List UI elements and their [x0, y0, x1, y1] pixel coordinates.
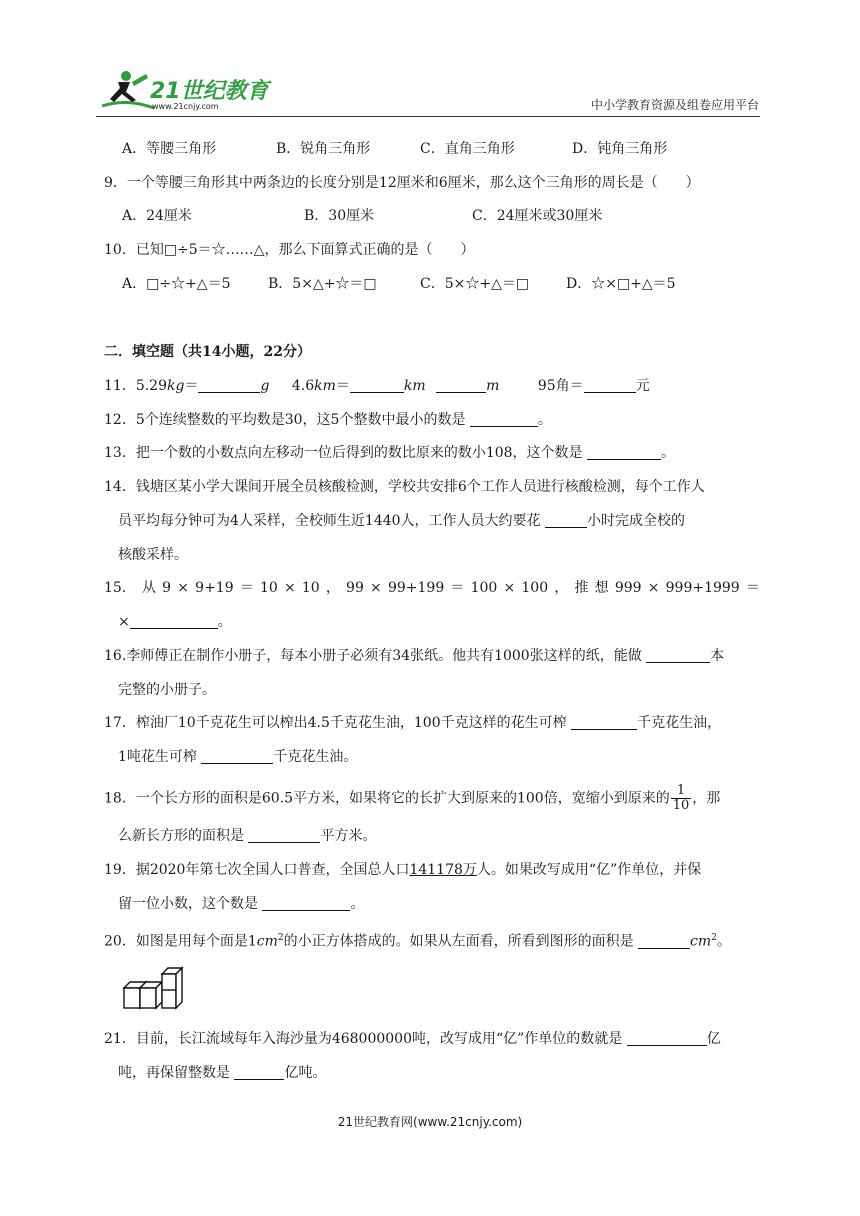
q15-part: × [647, 580, 660, 596]
logo-text: 21世纪教育 [150, 79, 269, 104]
q11-value-1: 5.29 [135, 378, 167, 394]
q11-unit-yuan: 元 [635, 378, 650, 394]
q9-option-c: C．24厘米或30厘米 [472, 208, 603, 224]
q15-line-2 [118, 612, 232, 632]
q15-part: ＝ [239, 580, 254, 596]
q15-part: 15． [104, 580, 136, 596]
q17-text-a: 17．榨油厂10千克花生可以榨出4.5千克花生油，100千克这样的花生可榨 [104, 715, 567, 731]
fraction-numerator: 1 [671, 784, 692, 799]
q15-end: 。 [217, 614, 232, 630]
q15-part: × [283, 580, 296, 596]
q16-line-2: 完整的小册子。 [118, 682, 216, 698]
q13-text: 13．把一个数的小数点向左移动一位后得到的数比原来的数小108，这个数是 [104, 445, 583, 461]
q14-line-2 [118, 511, 685, 531]
answer-blank[interactable] [587, 444, 661, 460]
q10-stem: 10．已知□÷5＝☆……△，那么下面算式正确的是（ ） [104, 242, 475, 258]
q11-unit-kg: kg [167, 378, 185, 394]
q11-value-3: 95角＝ [537, 378, 584, 394]
q15-part: ， [554, 580, 569, 596]
q17-text-b: 千克花生油， [637, 715, 722, 731]
q11-equals-2: ＝ [335, 378, 350, 394]
answer-blank[interactable] [571, 714, 637, 730]
header-divider [96, 116, 760, 117]
fraction-denominator: 10 [672, 798, 690, 813]
q17-text-c: 1吨花生可榨 [118, 749, 197, 765]
answer-blank[interactable] [350, 377, 404, 393]
q15-part: 从 [142, 580, 156, 596]
q10-option-d: D．☆×□+△＝5 [566, 276, 676, 292]
q8-option-b: B．锐角三角形 [276, 141, 371, 157]
q15-part: 99+199 [387, 580, 445, 596]
q15-part: 9+19 [195, 580, 234, 596]
answer-blank[interactable] [248, 827, 320, 843]
q21-text-c: 吨，再保留整数是 [118, 1065, 230, 1081]
q20-unit-cm: cm [256, 933, 278, 950]
q19-text-c: 留一位小数，这个数是 [118, 896, 258, 912]
question-11 [104, 376, 650, 396]
q15-part: × [370, 580, 382, 596]
answer-blank[interactable] [262, 895, 350, 911]
q17-text-d: 千克花生油。 [273, 749, 358, 765]
q16-line-1 [104, 646, 724, 666]
q21-text-b: 亿 [706, 1031, 721, 1047]
answer-blank[interactable] [646, 647, 710, 663]
footer-text: 21世纪教育网(www.21cnjy.com) [337, 1115, 523, 1129]
q15-line-1 [104, 578, 760, 598]
q20-unit-cm-2: cm [690, 933, 712, 950]
q15-part: ＝ [745, 580, 760, 596]
answer-blank[interactable] [201, 748, 273, 764]
q13-end: 。 [661, 445, 675, 461]
answer-blank[interactable] [130, 613, 218, 629]
q20-text-b: 的小正方体搭成的。如果从左面看，所看到图形的面积是 [283, 933, 634, 950]
q18-text-a: 18．一个长方形的面积是60.5平方米，如果将它的长扩大到原来的100倍，宽缩小到原来的 [104, 790, 670, 807]
q19-text-b: 人。如果改写成用“亿”作单位，并保 [476, 862, 702, 878]
q11-unit-m: m [486, 378, 500, 394]
q15-part: × [503, 580, 516, 596]
q18-text-c: 么新长方形的面积是 [118, 828, 244, 844]
answer-blank[interactable] [234, 1064, 284, 1080]
q14-line-1: 14．钱塘区某小学大课间开展全员核酸检测，学校共安排6个工作人员进行核酸检测，每个工作人 [104, 479, 705, 495]
q14-line-3: 核酸采样。 [118, 547, 188, 563]
q15-part: 999+1999 [665, 580, 740, 596]
answer-blank[interactable] [198, 377, 260, 393]
q19-line-2 [118, 894, 364, 914]
q9-option-a: A．24厘米 [122, 208, 192, 224]
logo-url: www.21cnjy.com [152, 102, 219, 111]
q11-number: 11． [104, 378, 136, 394]
answer-blank[interactable] [545, 512, 587, 528]
q18-text-d: 平方米。 [320, 828, 377, 844]
q17-line-1 [104, 713, 721, 733]
q9-option-b: B．30厘米 [304, 208, 375, 224]
q15-part: ＝ [450, 580, 465, 596]
q15-part: 9 [162, 580, 172, 596]
q9-stem: 9．一个等腰三角形其中两条边的长度分别是12厘米和6厘米，那么这个三角形的周长是（ ） [104, 175, 700, 191]
q14-text-b: 小时完成全校的 [587, 513, 685, 529]
q14-text-a: 员平均每分钟可为4人采样，全校师生近1440人，工作人员大约要花 [118, 513, 541, 529]
answer-blank[interactable] [627, 1030, 707, 1046]
logo [96, 68, 269, 118]
q8-option-d: D．钝角三角形 [572, 141, 668, 157]
q8-option-c: C．直角三角形 [420, 141, 515, 157]
cubes-figure [122, 964, 188, 1018]
section-title: 二．填空题（共14小题，22分） [104, 344, 311, 360]
q19-text-d: 。 [350, 896, 365, 912]
q20-sup: 2 [277, 933, 284, 943]
q15-times: × [118, 614, 130, 630]
answer-blank[interactable] [436, 377, 486, 393]
q16-text-b: 本 [710, 648, 725, 664]
q11-unit-km-2: km [403, 378, 426, 394]
q15-part: 10 [259, 580, 278, 596]
q20-text-a: 20．如图是用每个面是1 [104, 933, 257, 950]
answer-blank[interactable] [584, 377, 636, 393]
q19-population: 141178万 [409, 862, 477, 878]
q10-option-c: C．5×☆+△＝□ [420, 276, 530, 292]
cubes-figure-icon [122, 964, 188, 1014]
q15-part: 10 [301, 580, 320, 596]
q17-line-2 [118, 747, 357, 767]
q8-option-a: A．等腰三角形 [122, 141, 217, 157]
q18-line-2 [118, 826, 376, 846]
q18-text-b: ，那 [692, 790, 721, 807]
question-12 [104, 410, 552, 430]
q10-option-a: A．□÷☆+△＝5 [122, 276, 231, 292]
q15-part: 999 [614, 580, 642, 596]
q12-end: 。 [537, 412, 552, 428]
q20-sup-2: 2 [711, 933, 717, 943]
q10-option-b: B．5×△+☆＝□ [268, 276, 377, 292]
q21-text-d: 亿吨。 [284, 1065, 327, 1081]
q15-part: ， [325, 580, 340, 596]
q15-part: 100 [470, 580, 498, 596]
q21-text-a: 21．目前，长江流域每年入海沙量为468000000吨，改写成用“亿”作单位的数就是 [104, 1031, 623, 1047]
q15-part: 推 [574, 580, 589, 596]
q11-value-2: 4.6 [291, 378, 315, 394]
q19-text-a: 19．据2020年第七次全国人口普查，全国总人口 [104, 862, 410, 878]
q11-equals: ＝ [184, 378, 199, 394]
q20-end: 。 [716, 933, 731, 950]
q21-line-1 [104, 1029, 721, 1049]
question-20 [104, 928, 731, 952]
answer-blank[interactable] [638, 933, 690, 949]
q18-line-1 [104, 784, 720, 813]
q11-unit-km: km [314, 378, 336, 394]
q15-part: 99 [346, 580, 364, 596]
q12-text: 12．5个连续整数的平均数是30，这5个整数中最小的数是 [104, 412, 466, 428]
q15-part: 想 [594, 580, 609, 596]
platform-name: 中小学教育资源及组卷应用平台 [590, 98, 759, 112]
answer-blank[interactable] [470, 411, 538, 427]
q19-line-1 [104, 860, 701, 880]
q15-part: 100 [521, 580, 549, 596]
q16-text-a: 16.李师傅正在制作小册子，每本小册子必须有34张纸。他共有1000张这样的纸，能做 [104, 648, 642, 664]
question-13 [104, 443, 675, 463]
q11-unit-g: g [260, 378, 270, 394]
q21-line-2 [118, 1063, 326, 1083]
fraction [671, 784, 692, 813]
q15-part: × [177, 580, 189, 596]
